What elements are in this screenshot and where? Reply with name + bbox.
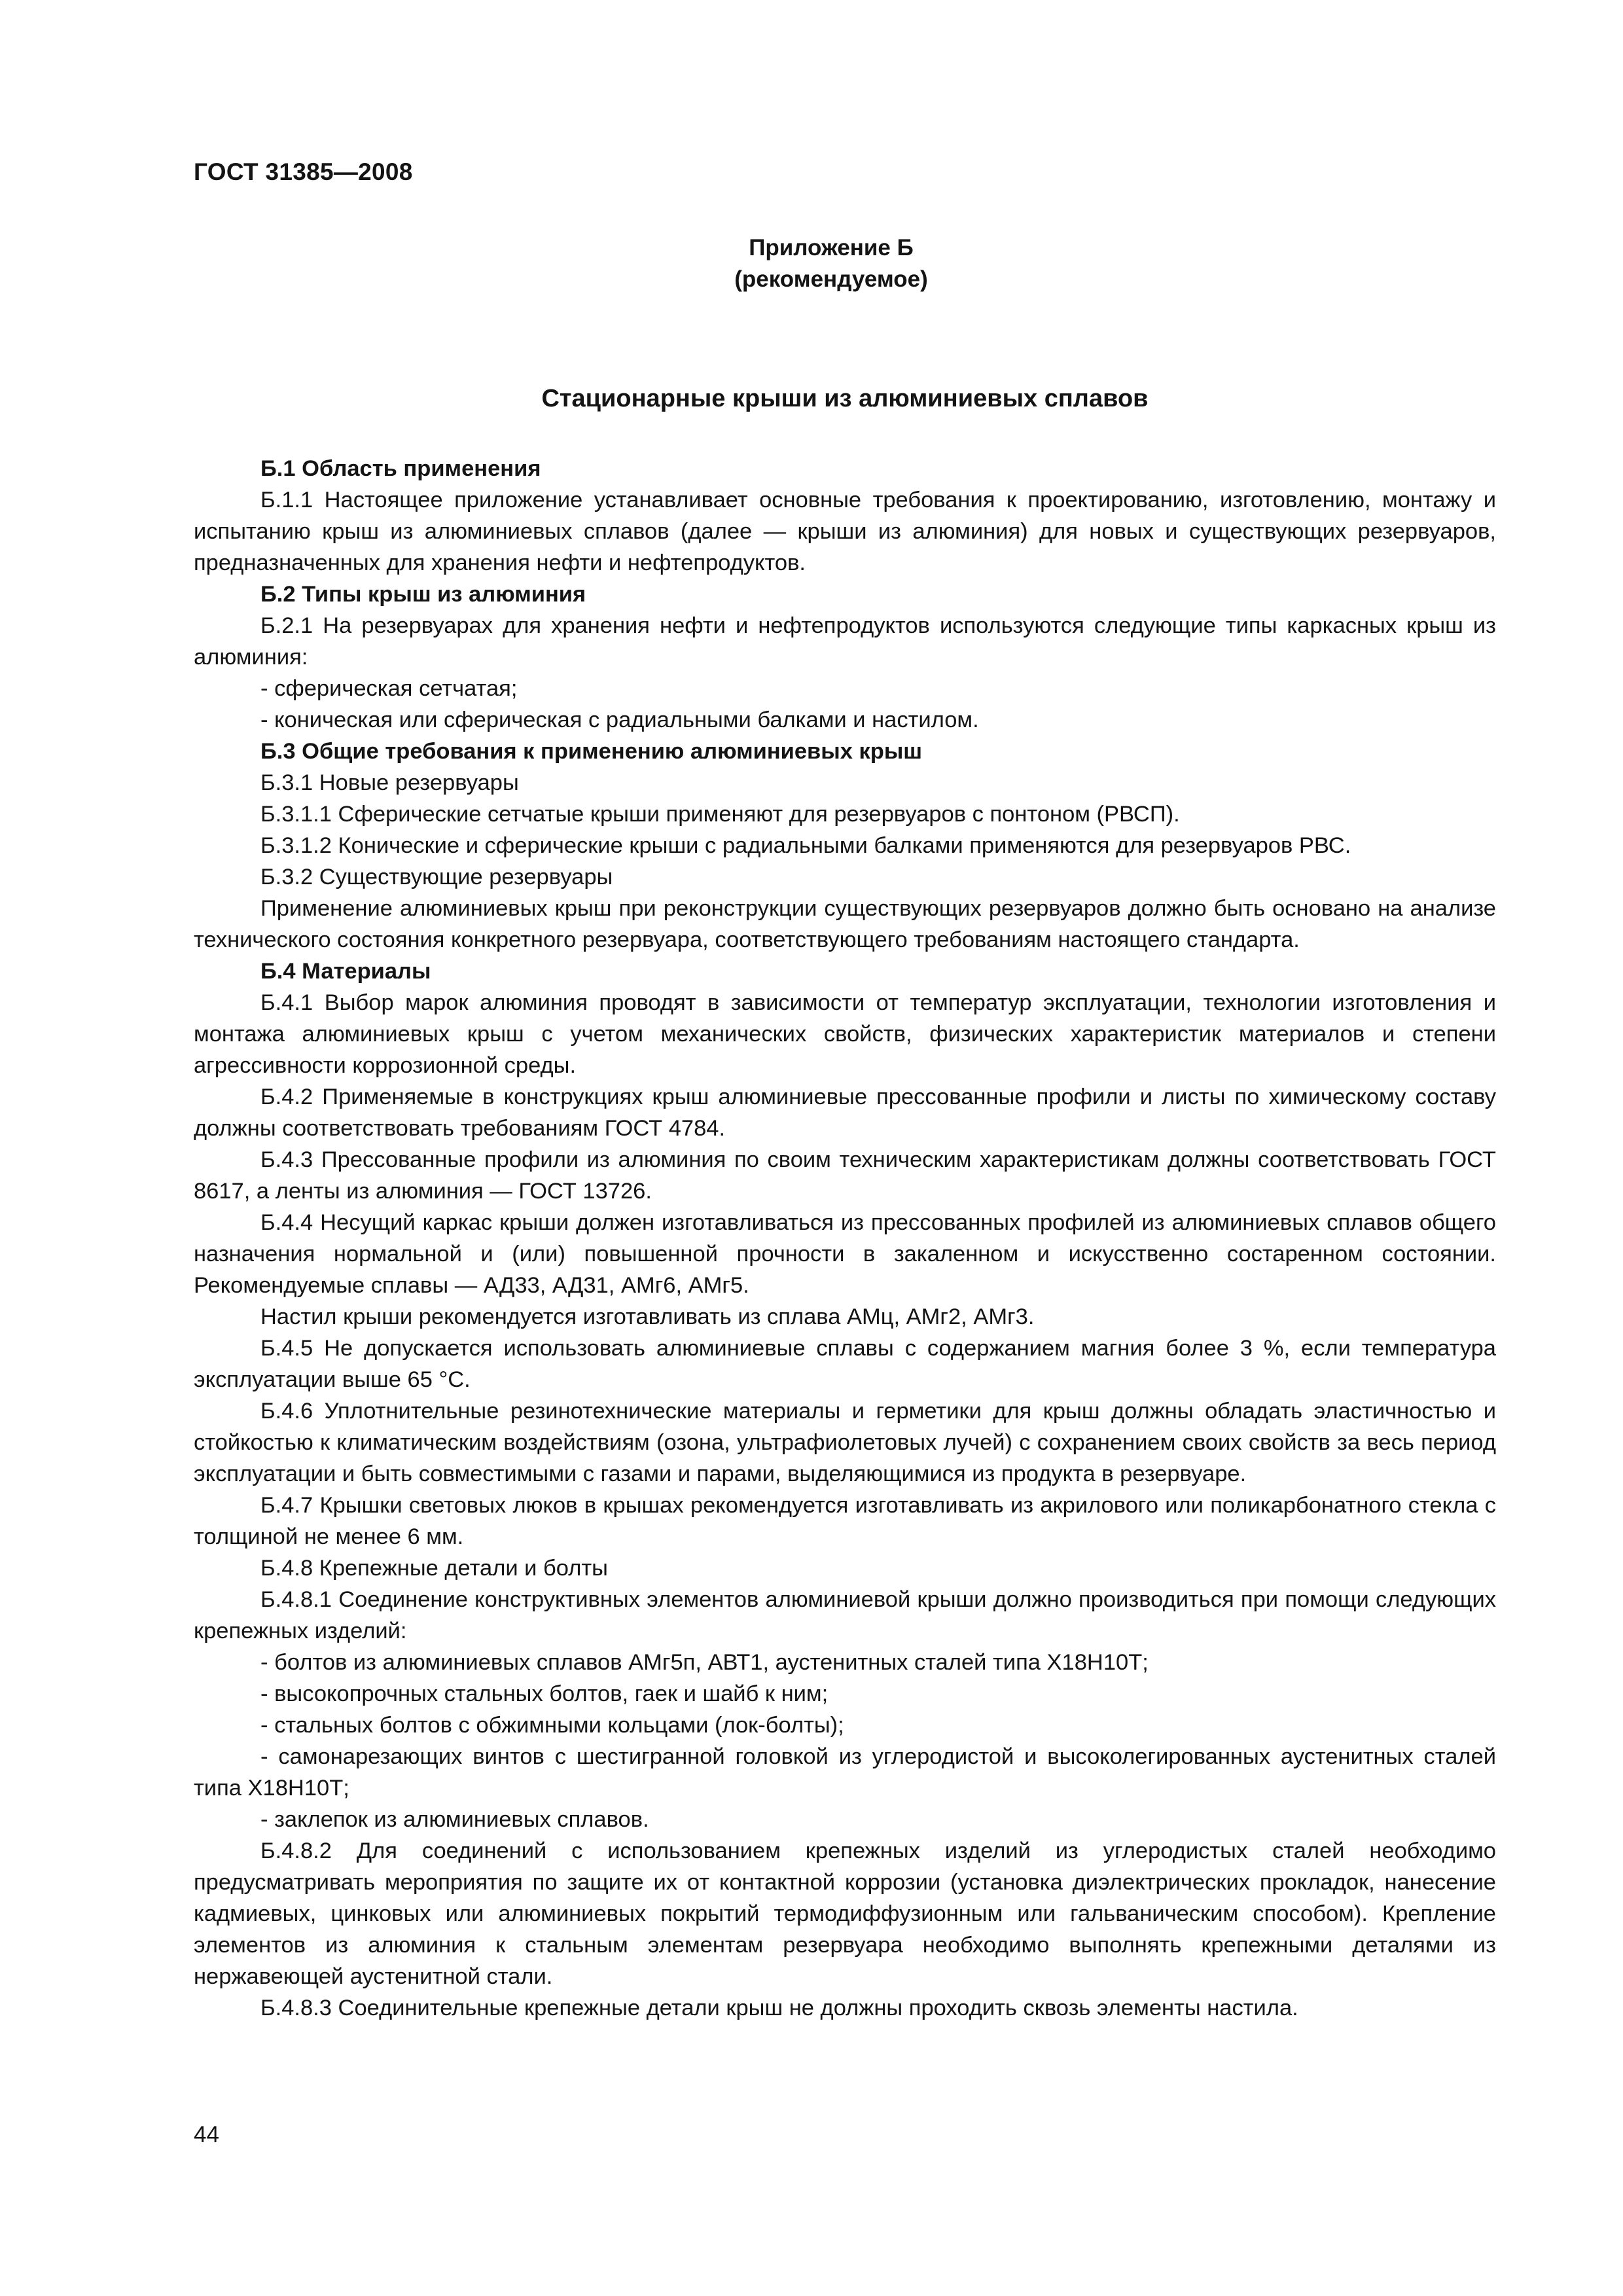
paragraph: Б.2.1 На резервуарах для хранения нефти и нефтепродуктов используются следующие типы каркасных крыш из алюминия: (194, 613, 1496, 670)
paragraph: Б.4.3 Прессованные профили из алюминия по своим техническим характеристикам должны соответствовать ГОСТ 8617, а ленты из алюминия — ГОСТ 13726. (194, 1147, 1496, 1204)
section-heading: Б.1 Область применения (260, 456, 541, 481)
paragraph: Б.4.8.1 Соединение конструктивных элементов алюминиевой крыши должно производиться при помощи следующих крепежных изделий: (194, 1587, 1496, 1643)
paragraph: Б.4.8 Крепежные детали и болты (260, 1556, 608, 1581)
section-heading: Б.2 Типы крыш из алюминия (260, 582, 586, 607)
paragraph: Б.4.5 Не допускается использовать алюминиевые сплавы с содержанием магния более 3 %, если температура эксплуатации выше 65 °С. (194, 1336, 1496, 1392)
paragraph: Б.4.8.2 Для соединений с использованием крепежных изделий из углеродистых сталей необходимо предусматривать мероприятия по защите их от контактной коррозии (установка диэлектрических прокладок, нанесение кадмиевых, цинковых или алюминиевых покрытий термодиффузионным или гальваническим способом). Крепление элементов из алюминия к стальным элементам резервуара необходимо выполнять крепежными деталями из нержавеющей аустенитной стали. (194, 1839, 1496, 1989)
paragraph: Б.4.8.3 Соединительные крепежные детали крыш не должны проходить сквозь элементы настила. (260, 1996, 1298, 2020)
paragraph: Б.4.1 Выбор марок алюминия проводят в зависимости от температур эксплуатации, технологии изготовления и монтажа алюминиевых крыш с учетом механических свойств, физических характеристик материалов и степени агрессивности коррозионной среды. (194, 990, 1496, 1078)
appendix-label: Приложение Б (749, 235, 914, 260)
section-heading: Б.4 Материалы (260, 959, 431, 984)
document-title: Стационарные крыши из алюминиевых сплавов (541, 385, 1149, 412)
list-item: - стальных болтов с обжимными кольцами (лок-болты); (260, 1713, 844, 1738)
page-number: 44 (194, 2122, 219, 2147)
paragraph: Б.4.4 Несущий каркас крыши должен изготавливаться из прессованных профилей из алюминиевых сплавов общего назначения нормальной и (или) повышенной прочности в закаленном и искусственно состаренном состоянии. Рекомендуемые сплавы — АД33, АД31, АМг6, АМг5. (194, 1210, 1496, 1298)
paragraph: Б.1.1 Настоящее приложение устанавливает основные требования к проектированию, изготовлению, монтажу и испытанию крыш из алюминиевых сплавов (далее — крыши из алюминия) для новых и существующих резервуаров, предназначенных для хранения нефти и нефтепродуктов. (194, 488, 1496, 575)
paragraph: Б.4.2 Применяемые в конструкциях крыш алюминиевые прессованные профили и листы по химическому составу должны соответствовать требованиям ГОСТ 4784. (194, 1085, 1496, 1141)
paragraph: Применение алюминиевых крыш при реконструкции существующих резервуаров должно быть основано на анализе технического состояния конкретного резервуара, соответствующего требованиям настоящего стандарта. (194, 896, 1496, 952)
document-body (194, 453, 1496, 2024)
list-item: - высокопрочных стальных болтов, гаек и шайб к ним; (260, 1681, 829, 1706)
standard-header: ГОСТ 31385—2008 (194, 158, 413, 185)
list-item: - сферическая сетчатая; (260, 676, 518, 701)
paragraph: Б.3.2 Существующие резервуары (260, 865, 613, 889)
paragraph: Б.4.6 Уплотнительные резинотехнические материалы и герметики для крыш должны обладать эластичностью и стойкостью к климатическим воздействиям (озона, ультрафиолетовых лучей) с сохранением своих свойств за весь период эксплуатации и быть совместимыми с газами и парами, выделяющимися из продукта в резервуаре. (194, 1399, 1496, 1486)
paragraph: Б.3.1.1 Сферические сетчатые крыши применяют для резервуаров с понтоном (РВСП). (260, 802, 1180, 827)
appendix-heading (0, 232, 1623, 295)
paragraph: Б.3.1 Новые резервуары (260, 770, 519, 795)
appendix-status: (рекомендуемое) (734, 266, 928, 292)
list-item: - самонарезающих винтов с шестигранной головкой из углеродистой и высоколегированных аустенитных сталей типа Х18Н10Т; (194, 1744, 1496, 1801)
list-item: - коническая или сферическая с радиальными балками и настилом. (260, 708, 979, 732)
paragraph: Б.4.7 Крышки световых люков в крышах рекомендуется изготавливать из акрилового или поликарбонатного стекла с толщиной не менее 6 мм. (194, 1493, 1496, 1549)
paragraph: Б.3.1.2 Конические и сферические крыши с радиальными балками применяются для резервуаров РВС. (260, 833, 1351, 858)
section-heading: Б.3 Общие требования к применению алюминиевых крыш (260, 739, 923, 764)
paragraph: Настил крыши рекомендуется изготавливать из сплава АМц, АМг2, АМг3. (260, 1304, 1035, 1329)
list-item: - болтов из алюминиевых сплавов АМг5п, АВТ1, аустенитных сталей типа Х18Н10Т; (260, 1650, 1149, 1675)
list-item: - заклепок из алюминиевых сплавов. (260, 1807, 649, 1832)
